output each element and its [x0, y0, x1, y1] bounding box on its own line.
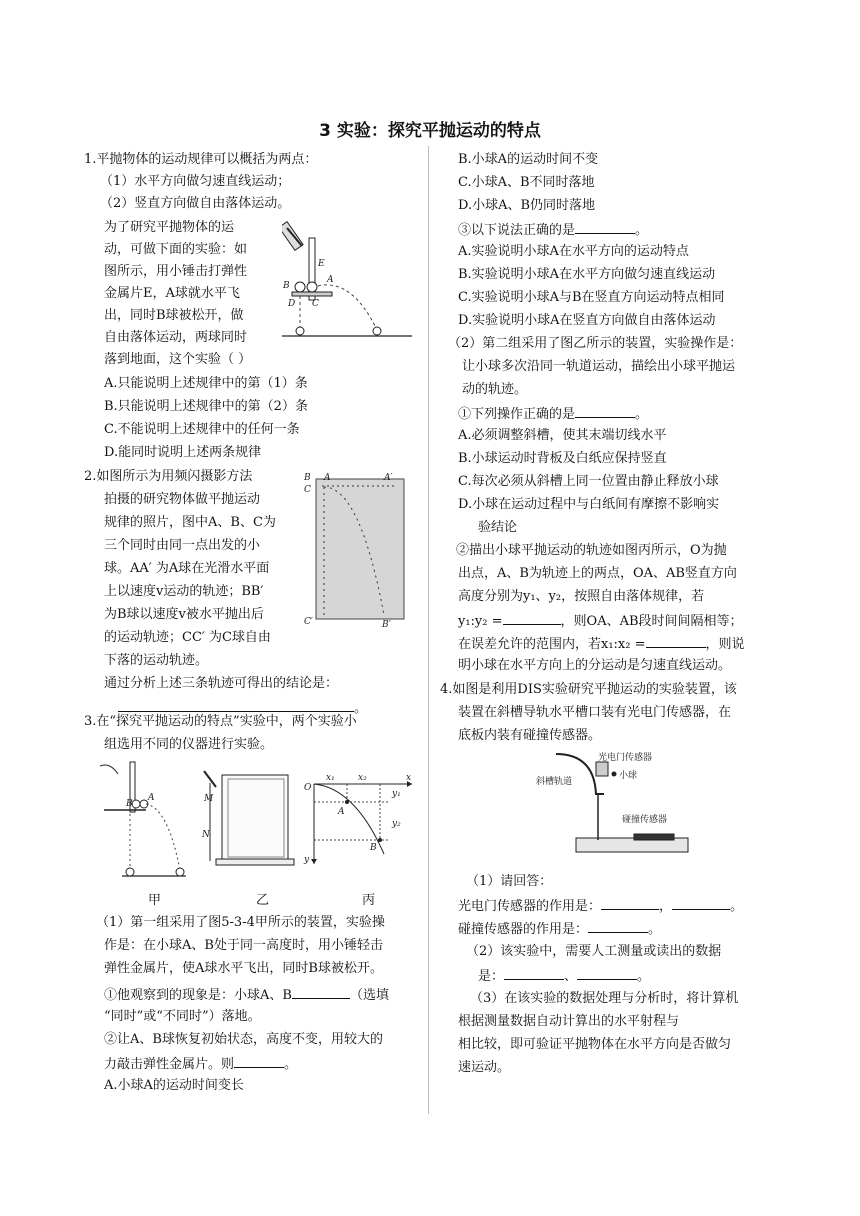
label-x: x — [406, 773, 412, 783]
q1-text: 自由落体运动，两球同时 — [104, 330, 248, 345]
label-a: A — [327, 275, 334, 285]
answer-blank[interactable] — [292, 984, 350, 999]
collision-question: 碰撞传感器的作用是： — [458, 922, 589, 937]
figure-q3-yi — [196, 765, 296, 883]
figure-q3-bing — [300, 770, 416, 868]
ball-label: 小球 — [619, 771, 638, 781]
label-b-prime: B′ — [382, 620, 391, 627]
q3-stem-2: 组选用不同的仪器进行实验。 — [104, 737, 274, 752]
label-x1: x₁ — [326, 773, 335, 783]
label-e: E — [318, 259, 325, 269]
figure-q3-jia — [96, 758, 188, 880]
q1-text: 出，同时B球被松开，做 — [104, 308, 244, 323]
photogate-label: 光电门传感器 — [598, 753, 653, 763]
figure-q1-apparatus — [282, 218, 417, 343]
period: 。 — [637, 969, 651, 984]
q3-option-c: C.小球A、B不同时落地 — [458, 175, 595, 190]
comma: ， — [659, 899, 673, 914]
q1-option-d: D.能同时说明上述两条规律 — [104, 445, 262, 460]
label-n: N — [202, 830, 210, 840]
q3-1-q3-option-a: A.实验说明小球A在水平方向的运动特点 — [458, 244, 689, 259]
q3-1-q3-option-d: D.实验说明小球A在竖直方向做自由落体运动 — [458, 313, 716, 328]
separator: 、 — [564, 969, 578, 984]
label-x2: x₂ — [358, 773, 367, 783]
answer-blank[interactable] — [575, 403, 635, 418]
label-d: D — [288, 299, 296, 309]
q1-text: 图所示，用小锤击打弹性 — [104, 264, 248, 279]
label-o: O — [304, 783, 312, 793]
q3-1-option-a: A.小球A的运动时间变长 — [104, 1078, 244, 1093]
q3-2-option-c: C.每次必须从斜槽上同一位置由静止释放小球 — [458, 474, 719, 489]
q2-text: 规律的照片，图中A、B、C为 — [104, 515, 276, 530]
q1-option-c: C.不能说明上述规律中的任何一条 — [104, 422, 300, 437]
photogate-question: 光电门传感器的作用是： — [458, 899, 602, 914]
q4-stem-3: 底板内装有碰撞传感器。 — [458, 728, 602, 743]
q3-2-option-b: B.小球运动时背板及白纸应保持竖直 — [458, 451, 667, 466]
q2-text: 三个同时由同一点出发的小 — [104, 538, 261, 553]
answer-blank[interactable] — [577, 965, 637, 980]
period: 。 — [648, 922, 662, 937]
q3-2-text: （2）第二组采用了图乙所示的装置，实验操作是： — [448, 336, 743, 351]
q3-2-q2-ratio — [458, 610, 743, 631]
collision-sensor-label: 碰撞传感器 — [622, 815, 668, 825]
q3-option-d: D.小球A、B仍同时落地 — [458, 198, 596, 213]
ratio-y-label: y₁:y₂ = — [458, 614, 503, 629]
q4-stem-2: 装置在斜槽导轨水平槽口装有光电门传感器，在 — [458, 705, 732, 720]
label-a-prime: A′ — [384, 473, 393, 483]
answer-blank[interactable] — [504, 965, 564, 980]
answer-blank[interactable] — [601, 895, 659, 910]
q3-1-q3 — [458, 219, 648, 240]
q2-text: 下落的运动轨迹。 — [104, 653, 209, 668]
q3-2-option-d-cont: 验结论 — [478, 520, 518, 535]
answer-blank[interactable] — [234, 1053, 284, 1068]
q1-option-a: A.只能说明上述规律中的第（1）条 — [104, 376, 308, 391]
q3-1-text: 弹性金属片，使A球水平飞出，同时B球被松开。 — [104, 961, 383, 976]
answer-blank[interactable] — [503, 610, 561, 625]
q1-text: 为了研究平抛物体的运 — [104, 220, 235, 235]
label-b: B — [370, 843, 377, 853]
q3-1-q1-text: ①他观察到的现象是：小球A、B — [104, 988, 292, 1003]
ratio-y-cont: ，则OA、AB段时间间隔相等； — [560, 614, 743, 629]
q2-text: 拍摄的研究物体做平抛运动 — [104, 492, 261, 507]
page-title: 3 实验：探究平抛运动的特点 — [319, 121, 541, 141]
q4-3: （3）在该实验的数据处理与分析时，将计算机 — [470, 991, 739, 1006]
answer-blank[interactable] — [118, 697, 354, 712]
q1-text: 落到地面，这个实验（ ） — [104, 352, 252, 367]
q4-3-text: 根据测量数据自动计算出的水平射程与 — [458, 1014, 680, 1029]
q4-1-collision — [458, 918, 661, 939]
q3-1-q1 — [104, 984, 389, 1005]
label-a: A — [338, 807, 345, 817]
q3-1-q2-cont — [104, 1053, 297, 1074]
label-y1: y₁ — [392, 789, 401, 799]
period: 。 — [354, 701, 368, 716]
label-a: A — [148, 793, 155, 803]
q4-1-photogate — [458, 895, 743, 916]
label-y: y — [304, 855, 310, 865]
answer-blank[interactable] — [575, 219, 635, 234]
q1-rule-1: （1）水平方向做匀速直线运动； — [100, 174, 291, 189]
period: 。 — [284, 1057, 298, 1072]
fig-label-jia: 甲 — [148, 893, 162, 908]
q3-1-q3-option-c: C.实验说明小球A与B在竖直方向运动特点相同 — [458, 290, 725, 305]
q2-text: 的运动轨迹；CC′ 为C球自由 — [104, 630, 271, 645]
track-label: 斜槽轨道 — [536, 777, 573, 787]
q2-question: 通过分析上述三条轨迹可得出的结论是： — [104, 676, 339, 691]
q1-text: 金属片E，A球就水平飞 — [104, 286, 240, 301]
answer-blank[interactable] — [672, 895, 730, 910]
q1-text: 动，可做下面的实验：如 — [104, 242, 248, 257]
period: 。 — [635, 407, 649, 422]
q3-2-text: 动的轨迹。 — [462, 382, 528, 397]
q4-2: （2）该实验中，需要人工测量或读出的数据 — [466, 944, 722, 959]
period: 。 — [635, 223, 649, 238]
q1-stem: 1.平抛物体的运动规律可以概括为两点： — [84, 152, 318, 167]
q3-1-text: （1）第一组采用了图5-3-4甲所示的装置，实验操 — [96, 915, 385, 930]
fig-label-yi: 乙 — [256, 893, 270, 908]
q1-rule-2: （2）竖直方向做自由落体运动。 — [100, 196, 291, 211]
q3-2-q2-text: 高度分别为y₁、y₂，按照自由落体规律，若 — [458, 589, 705, 604]
q4-2-answers — [478, 965, 650, 986]
q3-2-q1 — [458, 403, 648, 424]
q3-1-text: 作是：在小球A、B处于同一高度时，用小锤轻击 — [104, 938, 383, 953]
figure-q2-photo — [300, 467, 410, 627]
q4-2-prefix: 是： — [478, 969, 505, 984]
q4-3-text: 速运动。 — [458, 1060, 511, 1075]
q4-1: （1）请回答： — [466, 874, 553, 889]
label-b: B — [126, 799, 133, 809]
label-m: M — [204, 794, 214, 804]
q3-2-text: 让小球多次沿同一轨道运动，描绘出小球平抛运 — [462, 359, 736, 374]
period: 。 — [730, 899, 744, 914]
label-b: B — [283, 281, 290, 291]
ratio-x-label: 在误差允许的范围内，若x₁:x₂ = — [458, 637, 646, 652]
q3-2-q2-conclusion: 明小球在水平方向上的分运动是匀速直线运动。 — [458, 658, 732, 673]
label-c: C — [312, 299, 319, 309]
q4-stem: 4.如图是利用DIS实验研究平抛运动的实验装置，该 — [440, 682, 737, 697]
q3-2-q2-text: 出点，A、B为轨迹上的两点，OA、AB竖直方向 — [458, 566, 737, 581]
q3-2-q1-text: ①下列操作正确的是 — [458, 407, 576, 422]
q3-1-q2-text: 力敲击弹性金属片。则 — [104, 1057, 235, 1072]
q3-2-q2-ratio-x — [458, 633, 745, 654]
q3-2-option-d: D.小球在运动过程中与白纸间有摩擦不影响实 — [458, 497, 720, 512]
q3-1-q2: ②让A、B球恢复初始状态，高度不变，用较大的 — [104, 1032, 383, 1047]
fig-label-bing: 丙 — [362, 893, 376, 908]
label-c-prime: C′ — [304, 617, 313, 627]
answer-blank[interactable] — [646, 633, 706, 648]
q3-option-b: B.小球A的运动时间不变 — [458, 152, 599, 167]
q3-1-q3-text: ③以下说法正确的是 — [458, 223, 576, 238]
q2-text: 为B球以速度v被水平抛出后 — [104, 607, 264, 622]
column-divider — [428, 146, 429, 1114]
q3-1-q3-option-b: B.实验说明小球A在水平方向做匀速直线运动 — [458, 267, 716, 282]
q2-text: 上以速度v运动的轨迹；BB′ — [104, 584, 264, 599]
label-a: A — [324, 473, 331, 483]
q3-1-q1-cont: “同时”或“不同时”）落地。 — [104, 1009, 261, 1024]
answer-blank[interactable] — [588, 918, 648, 933]
q4-3-text: 相比较，即可验证平抛物体在水平方向是否做匀 — [458, 1037, 732, 1052]
q1-option-b: B.只能说明上述规律中的第（2）条 — [104, 399, 308, 414]
q3-1-q1-hint: （选填 — [349, 988, 389, 1003]
q3-stem: 3.在“探究平抛运动的特点”实验中，两个实验小 — [84, 714, 357, 729]
label-y2: y₂ — [392, 819, 401, 829]
q3-2-q2: ②描出小球平抛运动的轨迹如图丙所示，O为抛 — [456, 543, 727, 558]
q2-text: 球。AA′ 为A球在光滑水平面 — [104, 561, 270, 576]
label-b: B — [304, 473, 311, 483]
q3-2-option-a: A.必须调整斜槽，使其末端切线水平 — [458, 428, 667, 443]
ratio-x-cont: ，则说 — [705, 637, 745, 652]
q2-stem: 2.如图所示为用频闪摄影方法 — [84, 469, 253, 484]
figure-q4-dis — [534, 748, 694, 860]
label-c: C — [304, 485, 311, 495]
